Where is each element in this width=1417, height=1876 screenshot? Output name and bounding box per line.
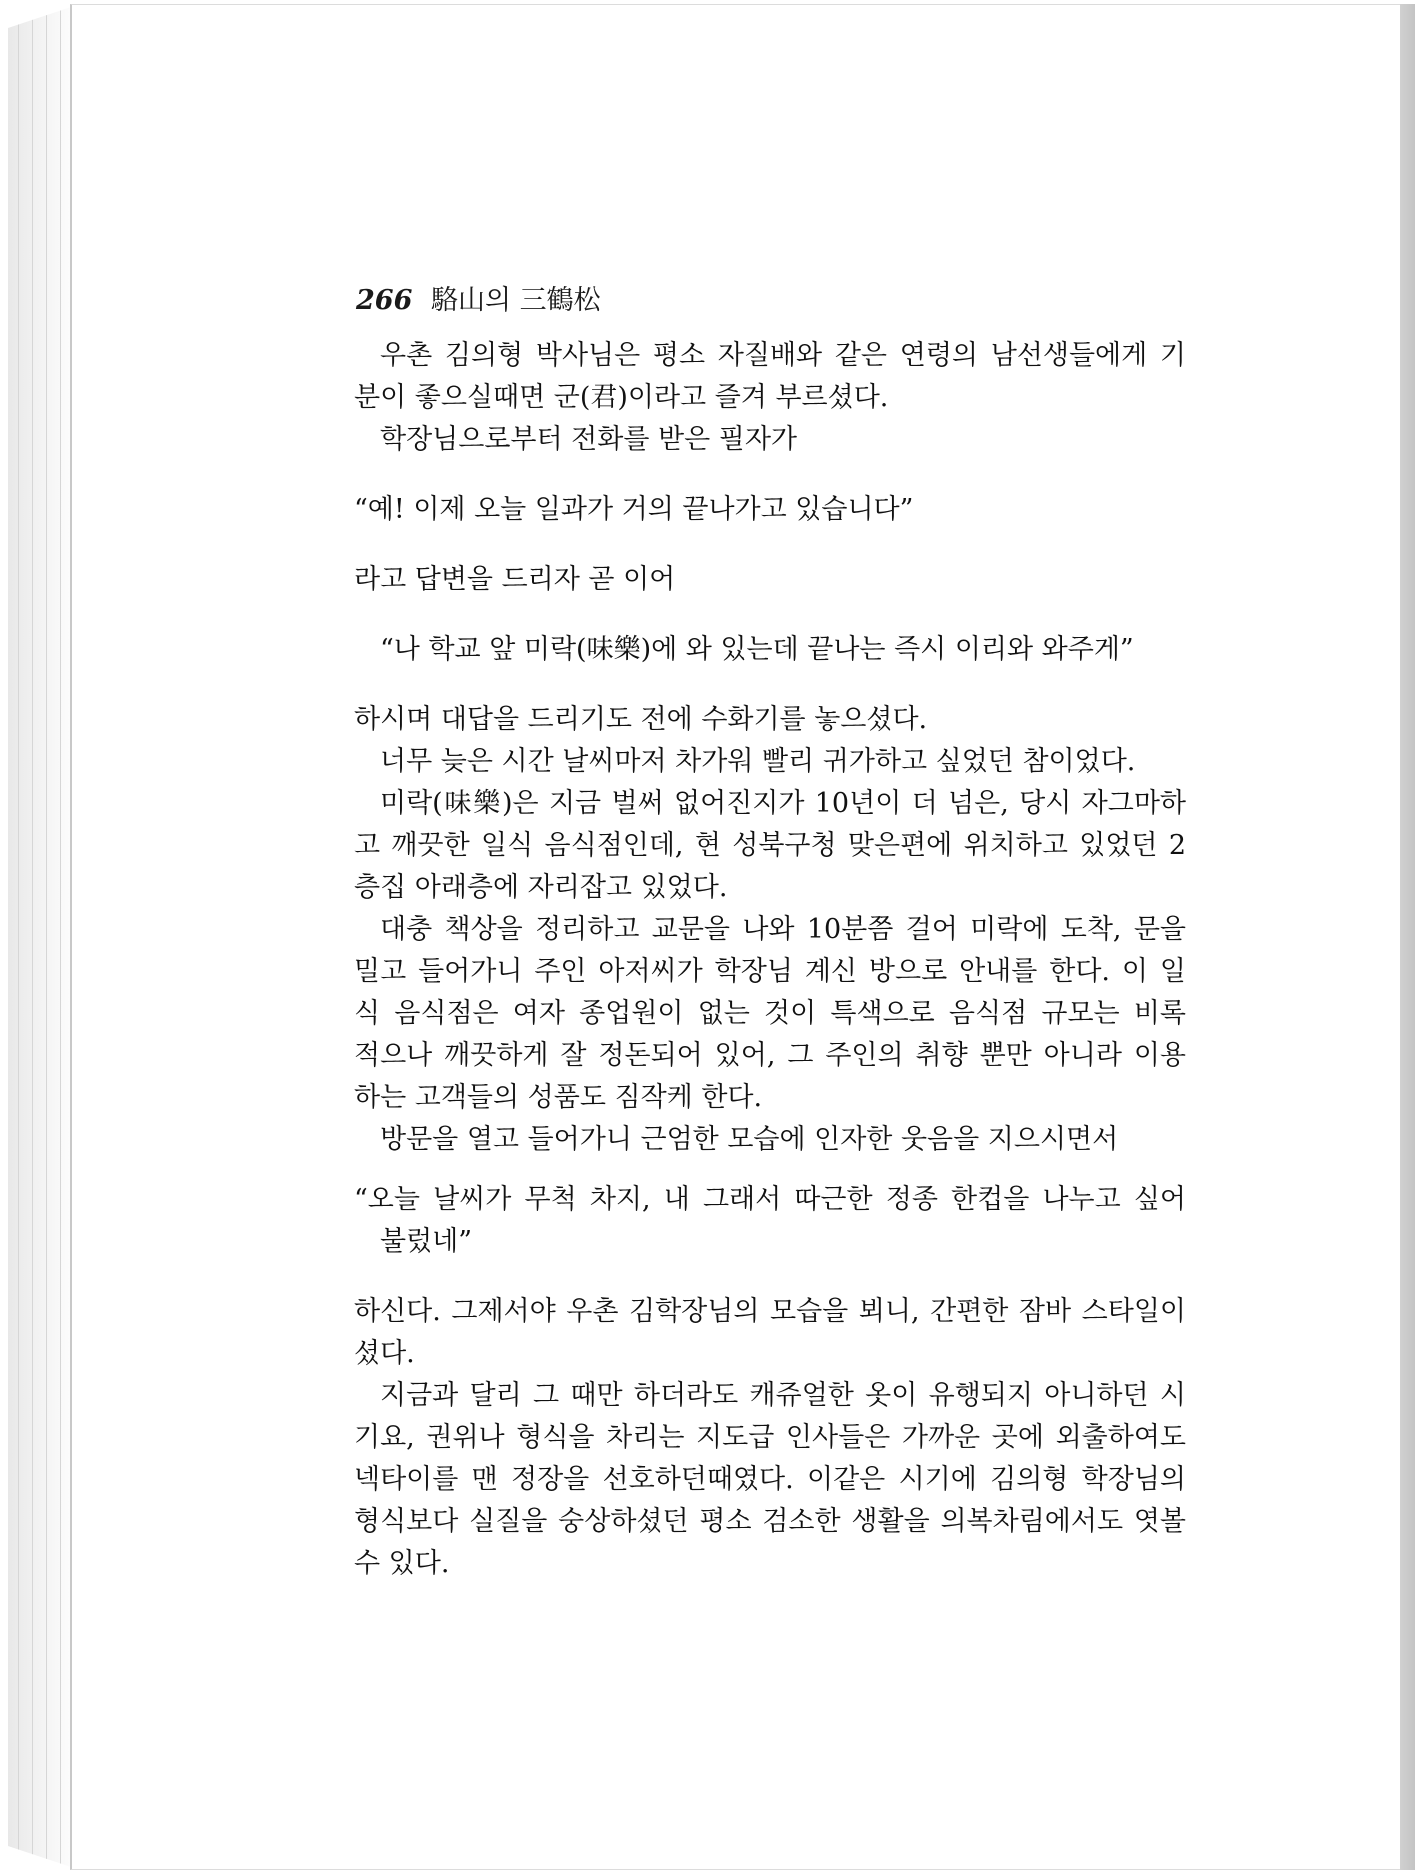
text-line: 하시며 대답을 드리기도 전에 수화기를 놓으셨다. bbox=[354, 704, 928, 735]
text-line: 적으나 깨끗하게 잘 정돈되어 있어, 그 주인의 취향 뿐만 아니라 이용 bbox=[354, 1040, 1186, 1071]
text-line: 하신다. 그제서야 우촌 김학장님의 모습을 뵈니, 간편한 잠바 스타일이 bbox=[354, 1296, 1186, 1327]
text-line: 고 깨끗한 일식 음식점인데, 현 성북구청 맞은편에 위치하고 있었던 2 bbox=[354, 830, 1186, 861]
text-line: 기요, 권위나 형식을 차리는 지도급 인사들은 가까운 곳에 외출하여도 bbox=[354, 1422, 1186, 1453]
page-body bbox=[354, 335, 1186, 1585]
book-title: 駱山의 三鶴松 bbox=[430, 285, 601, 316]
page-number: 266 bbox=[356, 285, 413, 316]
text-line: 분이 좋으실때면 군(君)이라고 즐겨 부르셨다. bbox=[354, 382, 889, 413]
text-line: 미락(味樂)은 지금 벌써 없어진지가 10년이 더 넘은, 당시 자그마하 bbox=[380, 788, 1186, 819]
text-line: 식 음식점은 여자 종업원이 없는 것이 특색으로 음식점 규모는 비록 bbox=[354, 998, 1186, 1029]
text-line: 셨다. bbox=[354, 1338, 415, 1369]
running-header bbox=[356, 278, 601, 317]
text-line: 라고 답변을 드리자 곧 이어 bbox=[354, 564, 676, 595]
text-line: 방문을 열고 들어가니 근엄한 모습에 인자한 웃음을 지으시면서 bbox=[380, 1124, 1119, 1155]
text-line: 우촌 김의형 박사님은 평소 자질배와 같은 연령의 남선생들에게 기 bbox=[380, 340, 1186, 371]
text-line: 하는 고객들의 성품도 짐작케 한다. bbox=[354, 1082, 763, 1113]
text-line: 밀고 들어가니 주인 아저씨가 학장님 계신 방으로 안내를 한다. 이 일 bbox=[354, 956, 1186, 987]
text-line: 대충 책상을 정리하고 교문을 나와 10분쯤 걸어 미락에 도착, 문을 bbox=[380, 914, 1186, 945]
quote-line: “나 학교 앞 미락(味樂)에 와 있는데 끝나는 즉시 이리와 와주게” bbox=[380, 634, 1134, 665]
text-line: 넥타이를 맨 정장을 선호하던때였다. 이같은 시기에 김의형 학장님의 bbox=[354, 1464, 1186, 1495]
text-line: 수 있다. bbox=[354, 1548, 450, 1579]
quote-line: 불렀네” bbox=[380, 1226, 473, 1257]
text-line: 층집 아래층에 자리잡고 있었다. bbox=[354, 872, 728, 903]
text-line: 형식보다 실질을 숭상하셨던 평소 검소한 생활을 의복차림에서도 엿볼 bbox=[354, 1506, 1186, 1537]
text-line: 학장님으로부터 전화를 받은 필자가 bbox=[380, 424, 797, 455]
text-line: 너무 늦은 시간 날씨마저 차가워 빨리 귀가하고 싶었던 참이었다. bbox=[380, 746, 1136, 777]
quote-line: “예! 이제 오늘 일과가 거의 끝나가고 있습니다” bbox=[354, 494, 914, 525]
quote-line: “오늘 날씨가 무척 차지, 내 그래서 따근한 정종 한컵을 나누고 싶어 bbox=[354, 1184, 1186, 1215]
text-line: 지금과 달리 그 때만 하더라도 캐쥬얼한 옷이 유행되지 아니하던 시 bbox=[380, 1380, 1186, 1411]
